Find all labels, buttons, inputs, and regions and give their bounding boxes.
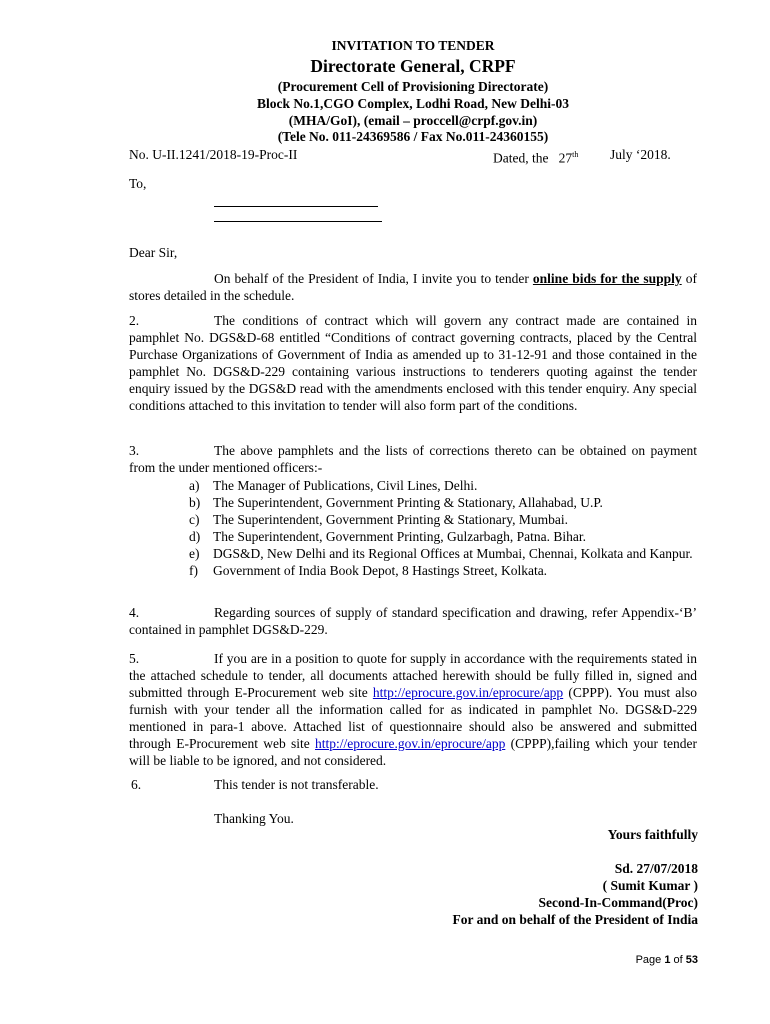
para-text: Regarding sources of supply of standard specification and drawing, refer Appendix-‘B’ contained in pamphlet DGS&D-229. [129, 605, 697, 637]
date-day: 27 [558, 150, 573, 166]
signatory-designation: Second-In-Command(Proc) [538, 895, 698, 910]
para-text: The conditions of contract which will govern any contract made are contained in pamphlet No. DGS&D-68 entitled “Conditions of contract governing contracts, placed by the Central Purchase Organizations of Government of India as amended up to 31-12-91 and those contained in the pamphlet No. DGS&D-229 containing various instructions to tenderers quoting against the tender enquiry issued by the DGS&D read with the amendments enclosed with this tender enquiry. Any special conditions attached to this invitation to tender will also form part of the conditions. [129, 313, 697, 413]
para-number: 2. [129, 313, 140, 328]
list-item: c) The Superintendent, Government Printing & Stationary, Mumbai. [189, 512, 568, 527]
salutation: Dear Sir, [129, 245, 178, 260]
list-item: a) The Manager of Publications, Civil Lines, Delhi. [189, 478, 478, 493]
paragraph-5 [129, 650, 697, 769]
para-text: (CPPP). You must also furnish with your tender all the information called for as indicated in pamphlet No. DGS&D-229 mentioned in para-1 above. Attached list of questionnaire should also be answered and submitted through E-Procurement web site [129, 685, 698, 751]
page-number: Page 1 of 53 [635, 954, 698, 966]
list-item: f) Government of India Book Depot, 8 Hastings Street, Kolkata. [189, 563, 548, 578]
address-blank-line [214, 221, 382, 222]
signatory-behalf: For and on behalf of the President of India [452, 912, 698, 927]
org-address: Block No.1,CGO Complex, Lodhi Road, New Delhi-03 [256, 96, 570, 111]
signed-date: Sd. 27/07/2018 [614, 861, 698, 876]
address-blank-line [214, 206, 378, 207]
eprocure-link[interactable]: http://eprocure.gov.in/eprocure/app [315, 736, 506, 751]
ref-number: No. U-II.1241/2018-19-Proc-II [129, 147, 298, 162]
para-6-number: 6. [131, 777, 142, 792]
para-6-text: This tender is not transferable. [214, 777, 379, 792]
list-item: d) The Superintendent, Government Printing, Gulzarbagh, Patna. Bihar. [189, 529, 587, 544]
intro-text: On behalf of the President of India, I invite you to tender [214, 271, 533, 286]
intro-cont: of stores detailed in the schedule. [129, 271, 697, 303]
thanks-text: Thanking You. [214, 811, 294, 826]
intro-underlined: online bids for the supply [532, 271, 682, 286]
org-name: Directorate General, CRPF [310, 56, 516, 76]
dated-label: Dated, the [493, 150, 549, 166]
doc-title: INVITATION TO TENDER [331, 38, 495, 53]
paragraph-2 [129, 312, 697, 414]
paragraph-4 [129, 604, 697, 638]
signatory-name: ( Sumit Kumar ) [602, 878, 698, 893]
list-item: e) DGS&D, New Delhi and its Regional Offices at Mumbai, Chennai, Kolkata and Kanpur. [189, 546, 693, 561]
eprocure-link[interactable]: http://eprocure.gov.in/eprocure/app [372, 685, 564, 700]
date-month-year: July ‘2018. [610, 147, 671, 162]
intro-paragraph [129, 270, 697, 304]
closing: Yours faithfully [607, 827, 698, 842]
org-tele: (Tele No. 011-24369586 / Fax No.011-24360155) [277, 129, 549, 144]
to-label: To, [129, 176, 147, 191]
para-text: (CPPP),failing which your tender will be liable to be ignored, and not considered. [129, 736, 697, 768]
list-item: b) The Superintendent, Government Printing & Stationary, Allahabad, U.P. [189, 495, 603, 510]
date-suffix: th [572, 150, 579, 159]
org-cell: (Procurement Cell of Provisioning Directorate) [277, 79, 549, 94]
para-number: 4. [129, 605, 140, 620]
org-email: (MHA/GoI), (email – proccell@crpf.gov.in) [288, 113, 538, 128]
para-text: The above pamphlets and the lists of corrections thereto can be obtained on payment from the under mentioned officers:- [129, 443, 697, 475]
para-text: If you are in a position to quote for supply in accordance with the requirements stated in the attached schedule to tender, all documents attached herewith should be fully filled in, signed and submitted through E-Procurement web site [129, 651, 697, 700]
para-number: 3. [129, 443, 140, 458]
ref-date [493, 146, 578, 167]
paragraph-3 [129, 442, 697, 476]
para-number: 5. [129, 651, 140, 666]
officers-list [189, 477, 697, 579]
